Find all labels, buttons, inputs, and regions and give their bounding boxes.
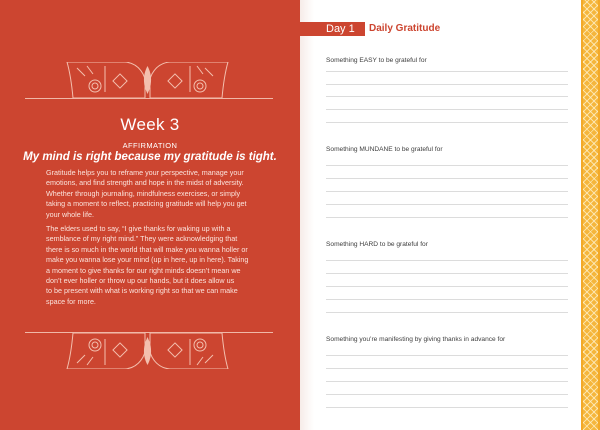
text-line: space for more. (46, 296, 96, 306)
writing-line[interactable] (326, 260, 568, 261)
prompt-easy: Something EASY to be grateful for (326, 57, 427, 64)
writing-line[interactable] (326, 178, 568, 179)
text-line: Whether through journaling, mindfulness exercises, or simply (46, 188, 241, 198)
decorative-border-strip (581, 0, 600, 430)
text-line: semblance of my right mind.” They were acknowledging that (46, 234, 238, 244)
book-gutter (300, 0, 314, 430)
body-paragraph-1 (46, 168, 286, 220)
prompt-hard: Something HARD to be grateful for (326, 241, 428, 248)
writing-line[interactable] (326, 273, 568, 274)
top-divider-line (25, 98, 273, 99)
writing-line[interactable] (326, 109, 568, 110)
affirmation-text: My mind is right because my gratitude is tight. (23, 151, 277, 163)
text-line: your whole life. (46, 209, 94, 219)
text-line: emotions, and find strength and hope in the midst of adversity. (46, 178, 244, 188)
week-title: Week 3 (120, 115, 180, 134)
writing-line[interactable] (326, 96, 568, 97)
writing-line[interactable] (326, 312, 568, 313)
body-paragraph-2 (46, 224, 286, 307)
text-line: a moment to give thanks for our right minds doesn’t mean we (46, 265, 241, 275)
writing-line[interactable] (326, 84, 568, 85)
text-line: there is so much in the world that will make you wanna holler or (46, 244, 248, 254)
text-line: make you wanna lose your mind (up in here, up in here). Taking (46, 255, 249, 265)
top-ornament-icon (65, 62, 230, 98)
right-page (300, 0, 600, 430)
writing-line[interactable] (326, 122, 568, 123)
bottom-ornament-icon (65, 333, 230, 369)
text-line: don’t ever holler or throw up our hands, but it does allow us (46, 276, 235, 286)
writing-line[interactable] (326, 368, 568, 369)
text-line: Gratitude helps you to reframe your perspective, manage your (46, 168, 244, 177)
writing-line[interactable] (326, 286, 568, 287)
text-line: taking a moment to reflect, practicing gratitude will help you get (46, 199, 247, 209)
affirmation-label: AFFIRMATION (122, 141, 178, 150)
day-label: Day 1 (326, 23, 355, 35)
writing-line[interactable] (326, 394, 568, 395)
writing-line[interactable] (326, 165, 568, 166)
writing-line[interactable] (326, 299, 568, 300)
writing-line[interactable] (326, 381, 568, 382)
writing-line[interactable] (326, 191, 568, 192)
writing-line[interactable] (326, 217, 568, 218)
writing-line[interactable] (326, 71, 568, 72)
text-line: to be present with what is working right so that we can make (46, 286, 238, 296)
writing-line[interactable] (326, 355, 568, 356)
prompt-mundane: Something MUNDANE to be grateful for (326, 146, 443, 153)
writing-line[interactable] (326, 204, 568, 205)
text-line: The elders used to say, “I give thanks for waking up with a (46, 224, 231, 233)
day-subtitle: Daily Gratitude (369, 23, 441, 34)
writing-line[interactable] (326, 407, 568, 408)
prompt-manifesting: Something you’re manifesting by giving thanks in advance for (326, 336, 506, 343)
